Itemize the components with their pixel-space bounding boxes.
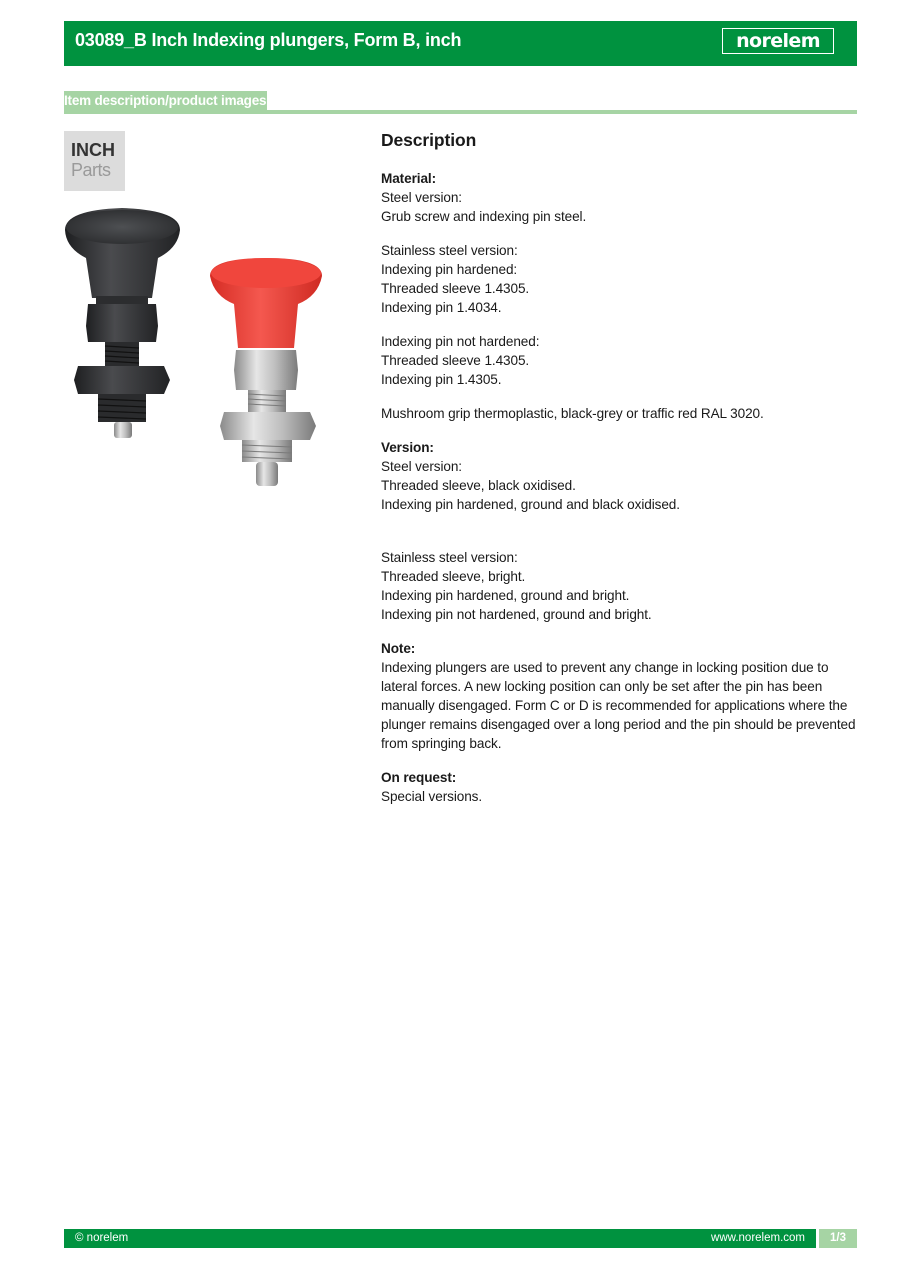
description-content <box>381 128 856 821</box>
text-line: Stainless steel version: <box>381 243 518 258</box>
version-heading: Version: <box>381 440 434 455</box>
text-line: Indexing pin 1.4034. <box>381 300 502 315</box>
material-heading: Material: <box>381 171 437 186</box>
text-line: Threaded sleeve, bright. <box>381 569 526 584</box>
page-title: 03089_B Inch Indexing plungers, Form B, inch <box>75 30 462 50</box>
norelem-logo <box>722 28 834 54</box>
text-line: Mushroom grip thermoplastic, black-grey or traffic red RAL 3020. <box>381 406 764 421</box>
text-line: Threaded sleeve 1.4305. <box>381 281 530 296</box>
on-request-heading: On request: <box>381 770 457 785</box>
header-bar <box>64 21 857 66</box>
text-line: Grub screw and indexing pin steel. <box>381 209 587 224</box>
text-line: Indexing pin hardened, ground and black oxidised. <box>381 497 680 512</box>
note-block <box>381 639 856 753</box>
material-block-1 <box>381 169 856 226</box>
note-heading: Note: <box>381 641 416 656</box>
material-block-2 <box>381 241 856 317</box>
text-line: Indexing pin hardened, ground and bright. <box>381 588 630 603</box>
text-line: Indexing pin 1.4305. <box>381 372 502 387</box>
material-block-4 <box>381 404 856 423</box>
on-request-text: Special versions. <box>381 789 483 804</box>
badge-bottom-text: Parts <box>71 160 111 180</box>
black-plunger <box>65 208 180 438</box>
material-block-3 <box>381 332 856 389</box>
version-block-2 <box>381 548 856 624</box>
footer-bar <box>64 1229 816 1248</box>
text-line: Steel version: <box>381 459 462 474</box>
text-line: Indexing pin not hardened, ground and bright. <box>381 607 652 622</box>
on-request-block <box>381 768 856 806</box>
section-label: Item description/product images <box>64 91 267 111</box>
copyright: © norelem <box>75 1232 129 1244</box>
text-line: Stainless steel version: <box>381 550 518 565</box>
product-image <box>60 200 350 500</box>
badge-top-text: INCH <box>71 140 115 160</box>
logo-text: norelem <box>736 30 820 52</box>
text-line: Indexing pin hardened: <box>381 262 518 277</box>
website-link[interactable]: www.norelem.com <box>711 1232 805 1244</box>
text-line: Indexing pin not hardened: <box>381 334 540 349</box>
note-text: Indexing plungers are used to prevent any change in locking position due to lateral forces. A new locking position can only be set after the pin has been manually disengaged. Form C or D is recommended for applications where the plunger remains disengaged over a long period and the pin should be prevented from springing back. <box>381 660 856 751</box>
red-plunger <box>210 258 322 486</box>
inch-parts-badge <box>64 131 125 191</box>
description-title: Description <box>381 130 477 150</box>
text-line: Steel version: <box>381 190 462 205</box>
version-block-1 <box>381 438 856 514</box>
text-line: Threaded sleeve, black oxidised. <box>381 478 576 493</box>
text-line: Threaded sleeve 1.4305. <box>381 353 530 368</box>
page-number: 1/3 <box>819 1229 857 1248</box>
